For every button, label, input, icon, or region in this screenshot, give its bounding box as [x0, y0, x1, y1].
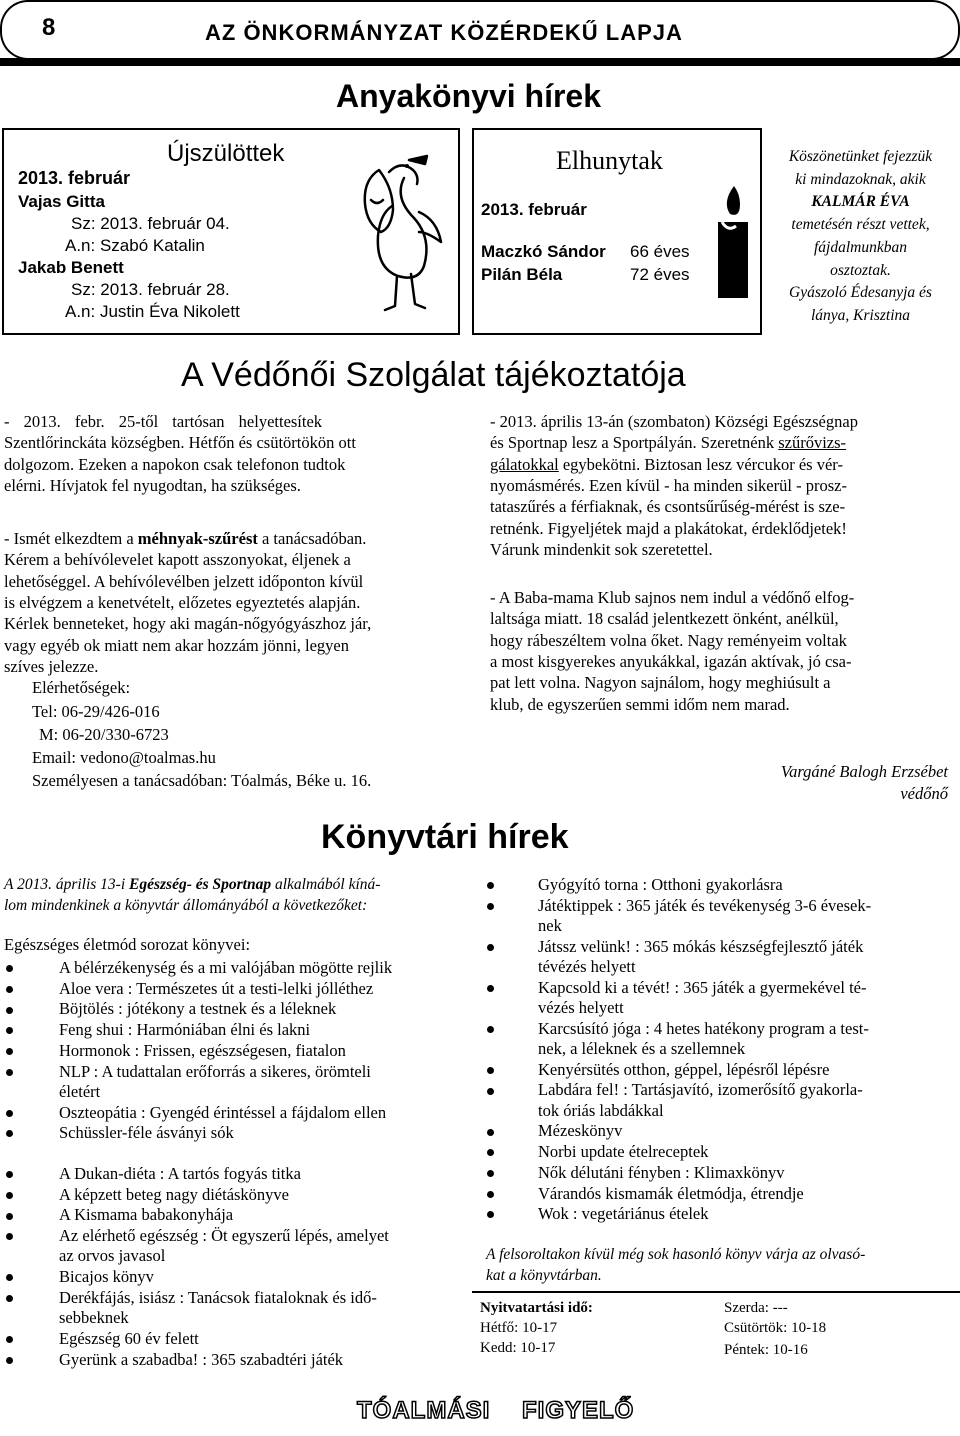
book-title: Kapcsold ki a tévét! : 365 játék a gyermekével té-: [538, 977, 867, 997]
text-line: tataszűrés a férfiaknak, és csontsűrűség-mérést is sze-: [490, 497, 846, 517]
page-header: [0, 0, 960, 64]
thanks-line: Köszönetünket fejezzük: [788, 148, 933, 165]
signature-name: Vargáné Balogh Erzsébet: [780, 762, 948, 781]
bullet-icon: [6, 1007, 13, 1014]
deceased-name: Pilán Béla: [481, 265, 563, 284]
outro-line: A felsoroltakon kívül még sok hasonló könyv várja az olvasó-: [486, 1246, 866, 1263]
book-title: Labdára fel! : Tartásjavító, izomerősítő gyakorla-: [538, 1080, 863, 1100]
bullet-icon: [6, 1274, 13, 1281]
text-line-screening: - Ismét elkezdtem a méhnyak-szűrést a tanácsadóban.: [4, 529, 367, 548]
book-title: Schüssler-féle ásványi sók: [59, 1123, 234, 1143]
bullet-icon: [6, 1213, 13, 1220]
text-line: - 2013. febr. 25-től tartósan helyettesítek: [4, 412, 323, 431]
text-line: Szentlőrinckáta községben. Hétfőn és csütörtökön ott: [4, 433, 356, 453]
book-title: Böjtölés : jótékony a testnek és a léleknek: [59, 999, 337, 1019]
contact-email: Email: vedono@toalmas.hu: [32, 748, 216, 767]
book-title: Feng shui : Harmóniában élni és lakni: [59, 1020, 311, 1040]
bullet-icon: [6, 986, 13, 993]
bullet-icon: [6, 1048, 13, 1055]
hours-entry: Hétfő: 10-17: [480, 1320, 558, 1336]
book-title: vézés helyett: [538, 997, 624, 1017]
book-title: Derékfájás, isiász : Tanácsok fiataloknak és idő-: [59, 1287, 377, 1307]
page-footer: [0, 1391, 960, 1436]
book-title: Bicajos könyv: [59, 1267, 154, 1287]
hours-entry: Péntek: 10-16: [724, 1342, 808, 1358]
bullet-icon: [487, 944, 494, 951]
birth-name: Jakab Benett: [18, 258, 124, 277]
intro-line: A 2013. április 13-i Egészség- és Sportnap alkalmából kíná-: [4, 876, 381, 893]
deceased-age: 72 éves: [630, 265, 690, 284]
book-title: az orvos javasol: [59, 1246, 166, 1266]
thanks-line: fájdalmunkban: [814, 238, 907, 256]
text-line: lehetőséggel. A behívólevélben jelzett időponton kívül: [4, 571, 364, 591]
bullet-icon: [487, 1129, 494, 1136]
book-title: Aloe vera : Természetes út a testi-lelki jólléthez: [59, 978, 374, 998]
deceased-name: Maczkó Sándor: [481, 242, 606, 261]
book-title: NLP : A tudattalan erőforrás a sikeres, örömteli: [59, 1061, 371, 1081]
book-title: tévézés helyett: [538, 956, 636, 976]
text-line: - 2013. április 13-án (szombaton) Községi Egészségnap: [490, 412, 858, 431]
book-title: Oszteopátia : Gyengéd érintéssel a fájdalom ellen: [59, 1102, 387, 1122]
book-title: Norbi update ételreceptek: [538, 1142, 709, 1162]
bullet-icon: [6, 1233, 13, 1240]
bullet-icon: [487, 1170, 494, 1177]
text-line: is elvégzem a kenetvételt, előzetes egyeztetés alapján.: [4, 592, 361, 612]
bullet-icon: [6, 1192, 13, 1199]
book-title: Az elérhető egészség : Öt egyszerű lépés, amelyet: [59, 1226, 389, 1246]
book-title: Hormonok : Frissen, egészségesen, fiatalon: [59, 1040, 346, 1060]
bullet-icon: [487, 1191, 494, 1198]
thanks-line: Gyászoló Édesanyja és: [789, 284, 932, 302]
text-line: dolgozom. Ezeken a napokon csak telefonon tudtok: [4, 454, 346, 474]
header-title: AZ ÖNKORMÁNYZAT KÖZÉRDEKŰ LAPJA: [205, 20, 683, 45]
book-title: Egészség 60 év felett: [59, 1328, 199, 1348]
deaths-title: Elhunytak: [556, 146, 663, 175]
candle-icon: [710, 182, 756, 302]
book-title: A képzett beteg nagy diétáskönyve: [59, 1184, 290, 1204]
bullet-icon: [487, 1149, 494, 1156]
book-title: Karcsúsító jóga : 4 hetes hatékony program a test-: [538, 1018, 869, 1038]
page-number: 8: [42, 14, 56, 41]
book-title: Wok : vegetáriánus ételek: [538, 1204, 709, 1224]
thanks-deceased-name: KALMÁR ÉVA: [811, 193, 910, 211]
text-line: klub, de egyszerűen semmi időm nem marad.: [490, 694, 790, 714]
birth-date: Sz: 2013. február 04.: [71, 214, 230, 233]
outro-line: kat a könyvtárban.: [486, 1267, 602, 1284]
contact-mobile: M: 06-20/330-6723: [39, 725, 169, 744]
section-title-anyakonyv: Anyakönyvi hírek: [336, 78, 601, 114]
bullet-icon: [6, 965, 13, 972]
birth-name: Vajas Gitta: [18, 192, 105, 211]
hours-entry: Csütörtök: 10-18: [724, 1320, 827, 1336]
text-line: Kérem a behívólevelet kapott asszonyokat, éljenek a: [4, 550, 351, 570]
text-line: szíves jelezze.: [4, 656, 99, 676]
thanks-line: temetésén részt vettek,: [791, 216, 930, 234]
book-title: Gyógyító torna : Otthoni gyakorlásra: [538, 875, 783, 894]
bullet-icon: [6, 1295, 13, 1302]
footer-left: TÓALMÁSI: [357, 1397, 491, 1424]
text-line: gálatokkal egybekötni. Biztosan lesz vércukor és vér-: [490, 454, 843, 474]
book-title: A Dukan-diéta : A tartós fogyás titka: [59, 1164, 301, 1183]
contact-tel: Tel: 06-29/426-016: [32, 702, 160, 721]
text-line: hogy rábeszéltem volna őket. Nagy reményeim voltak: [490, 630, 847, 650]
bullet-icon: [6, 1171, 13, 1178]
book-title: sebbeknek: [59, 1308, 129, 1328]
bullet-icon: [6, 1110, 13, 1117]
bullet-icon: [487, 1067, 494, 1074]
book-title: nek, a léleknek és a szellemnek: [538, 1038, 746, 1058]
birth-mother: A.n: Justin Éva Nikolett: [65, 302, 240, 321]
thanks-line: osztoztak.: [830, 261, 891, 279]
footer-right: FIGYELŐ: [522, 1397, 635, 1424]
text-line: elérni. Hívjatok fel nyugodtan, ha szükséges.: [4, 475, 301, 495]
deaths-box: [472, 128, 762, 335]
text-line: Várunk mindenkit sok szeretettel.: [490, 539, 713, 559]
book-title: Mézeskönyv: [538, 1121, 623, 1141]
book-title: nek: [538, 915, 562, 935]
intro-line: lom mindenkinek a könyvtár állományából a következőket:: [4, 896, 368, 914]
text-line: a most kisgyerekes anyukákkal, igazán aktívak, jó csa-: [490, 651, 852, 671]
bullet-icon: [6, 1027, 13, 1034]
bullet-icon: [487, 882, 494, 889]
thanks-line: ki mindazoknak, akik: [795, 170, 926, 188]
births-box: [2, 128, 460, 335]
deceased-age: 66 éves: [630, 242, 690, 261]
book-title: Várandós kismamák életmódja, étrendje: [538, 1183, 804, 1203]
book-title: tok óriás labdákkal: [538, 1100, 664, 1120]
book-title: életért: [59, 1081, 101, 1101]
hours-label: Nyitvatartási idő:: [480, 1300, 593, 1316]
contacts-label: Elérhetőségek:: [32, 678, 131, 697]
book-title: Játéktippek : 365 játék és tevékenység 3-6 évesek-: [538, 895, 872, 915]
header-underline: [0, 58, 960, 66]
bullet-icon: [6, 1357, 13, 1364]
book-title: Játssz velünk! : 365 mókás készségfejlesztő játék: [538, 936, 864, 956]
book-title: A Kismama babakonyhája: [59, 1205, 234, 1225]
text-line: - A Baba-mama Klub sajnos nem indul a védőnő elfog-: [490, 588, 855, 607]
deaths-month: 2013. február: [481, 200, 587, 219]
text-line: Kérlek benneteket, hogy aki magán-nőgyógyászhoz jár,: [4, 614, 372, 634]
signature-role: védőnő: [900, 784, 948, 803]
bullet-icon: [487, 1026, 494, 1033]
book-title: A bélérzékenység és a mi valójában mögötte rejlik: [59, 958, 393, 977]
section-title-konyvtar: Könyvtári hírek: [321, 818, 569, 856]
text-line: és Sportnap lesz a Sportpályán. Szeretnénk szűrővizs-: [490, 433, 847, 453]
text-line: nyomásmérés. Ezen kívül - ha minden sikerül - prosz-: [490, 475, 847, 495]
book-title: Nők délutáni fényben : Klimaxkönyv: [538, 1162, 785, 1182]
bullet-icon: [487, 1088, 494, 1095]
thanks-box: [763, 128, 958, 335]
hours-entry: Szerda: ---: [724, 1300, 788, 1316]
stork-illustration: [349, 152, 449, 312]
series-label: Egészséges életmód sorozat könyvei:: [4, 935, 251, 954]
birth-date: Sz: 2013. február 28.: [71, 280, 230, 299]
book-title: Kenyérsütés otthon, géppel, lépésről lépésre: [538, 1059, 830, 1079]
opening-hours-box: [472, 1291, 960, 1373]
hours-entry: Kedd: 10-17: [480, 1340, 556, 1356]
text-line: pat lett volna. Nagyon sajnálom, hogy meghiúsult a: [490, 673, 831, 693]
section-title-vedonoi: A Védőnői Szolgálat tájékoztatója: [181, 356, 686, 394]
text-line: retnénk. Figyeljétek majd a plakátokat, érdeklődjetek!: [490, 518, 847, 538]
bullet-icon: [487, 985, 494, 992]
text-line: vagy egyéb ok miatt nem akar hozzám jönni, legyen: [4, 635, 350, 655]
births-title: Újszülöttek: [167, 140, 285, 167]
text-line: laltsága miatt. 18 család jelentkezett önként, anélkül,: [490, 609, 839, 629]
bullet-icon: [6, 1130, 13, 1137]
bullet-icon: [6, 1336, 13, 1343]
bullet-icon: [6, 1069, 13, 1076]
book-title: Gyerünk a szabadba! : 365 szabadtéri játék: [59, 1349, 344, 1369]
bullet-icon: [487, 1211, 494, 1218]
birth-mother: A.n: Szabó Katalin: [65, 236, 205, 255]
thanks-line: lánya, Krisztina: [810, 306, 911, 324]
bullet-icon: [487, 903, 494, 910]
births-month: 2013. február: [18, 168, 131, 188]
contact-personal: Személyesen a tanácsadóban: Tóalmás, Béke u. 16.: [32, 771, 372, 790]
